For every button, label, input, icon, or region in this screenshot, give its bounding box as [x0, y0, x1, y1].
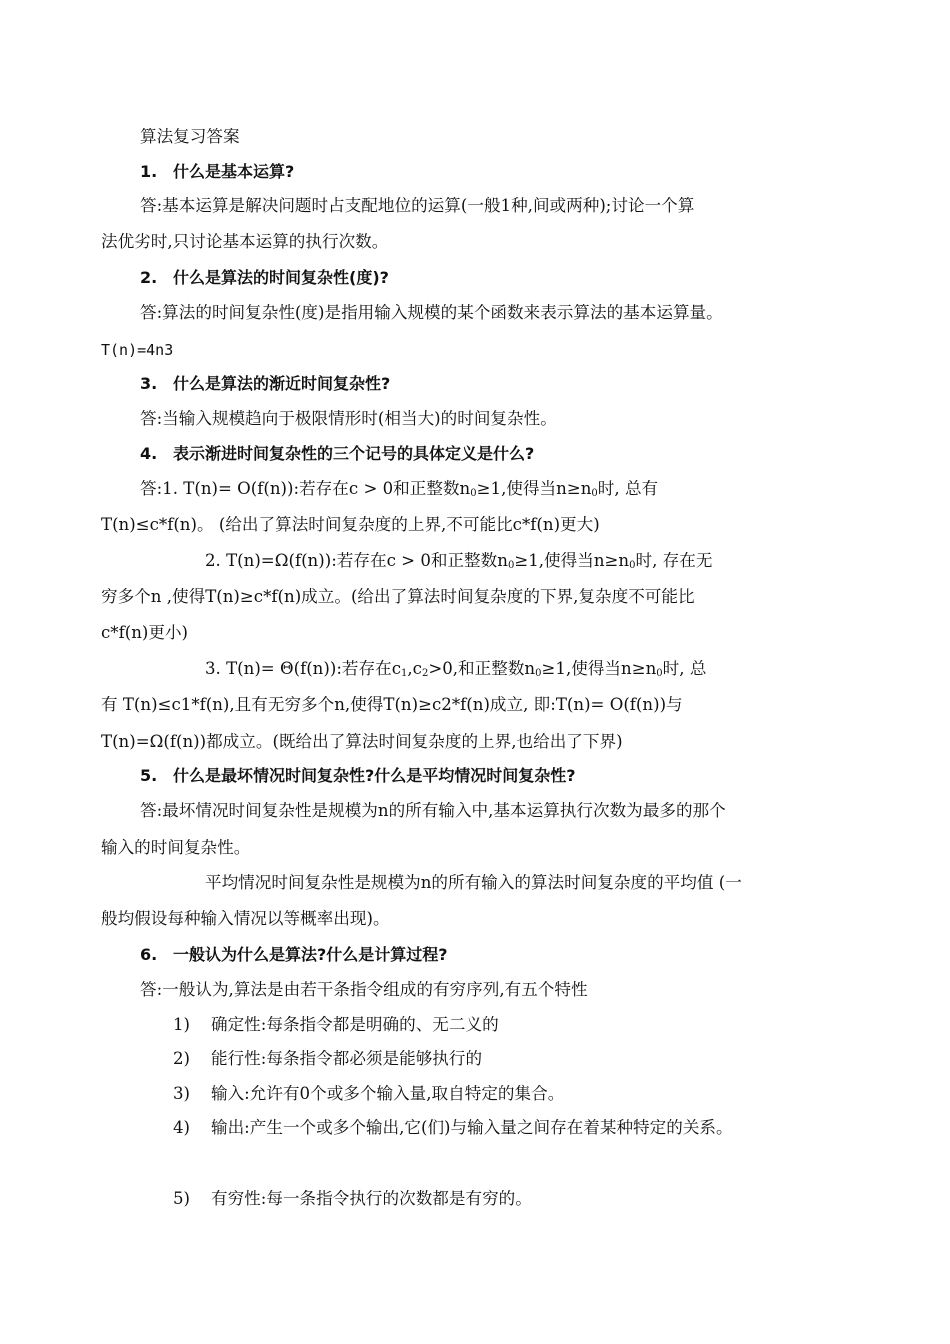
list-item-text: 确定性:每条指令都是明确的、无二义的	[211, 1015, 499, 1034]
list-item-number: 3)	[173, 1084, 191, 1103]
list-item-number: 1)	[173, 1015, 191, 1034]
answer-5-line-4: 般均假设每种输入情况以等概率出现)。	[101, 909, 390, 928]
doc-title: 算法复习答案	[140, 127, 240, 146]
list-item-number: 4)	[173, 1118, 191, 1137]
answer-5-line-2: 输入的时间复杂性。	[101, 838, 251, 857]
definition-text: 2. T(n)=Ω(f(n)):若存在c > 0和正整数n	[205, 551, 508, 570]
list-item-text: 输出:产生一个或多个输出,它(们)与输入量之间存在着某种特定的关系。	[211, 1118, 733, 1137]
list-item-text: 能行性:每条指令都必须是能够执行的	[211, 1049, 483, 1068]
subscript: 0	[656, 668, 663, 679]
definition-text: 答:1. T(n)= O(f(n)):若存在c > 0和正整数n	[140, 479, 471, 498]
question-number: 6.	[140, 945, 158, 964]
list-item	[173, 1048, 482, 1070]
question-1	[140, 161, 294, 183]
question-number: 4.	[140, 444, 158, 463]
question-text: 什么是算法的时间复杂性(度)?	[173, 268, 389, 287]
list-item-text: 输入:允许有0个或多个输入量,取自特定的集合。	[211, 1084, 565, 1103]
answer-3-line-1: 答:当输入规模趋向于极限情形时(相当大)的时间复杂性。	[140, 409, 557, 428]
definition-text: 时, 存在无	[635, 551, 713, 570]
answer-5-line-3: 平均情况时间复杂性是规模为n的所有输入的算法时间复杂度的平均值 (一	[205, 873, 742, 892]
definition-text: 时, 总有	[597, 479, 659, 498]
list-item-number: 5)	[173, 1189, 191, 1208]
question-number: 2.	[140, 268, 158, 287]
list-item	[173, 1014, 499, 1036]
definition-2-line-2: 穷多个n ,使得T(n)≥c*f(n)成立。(给出了算法时间复杂度的下界,复杂度不可能比	[101, 587, 695, 606]
subscript: 2	[421, 668, 429, 679]
question-number: 1.	[140, 162, 158, 181]
definition-1-line-2: T(n)≤c*f(n)。 (给出了算法时间复杂度的上界,不可能比c*f(n)更大)	[101, 515, 600, 534]
question-3	[140, 373, 390, 395]
list-item	[173, 1083, 564, 1105]
question-text: 什么是最坏情况时间复杂性?什么是平均情况时间复杂性?	[173, 766, 576, 785]
question-text: 一般认为什么是算法?什么是计算过程?	[173, 945, 448, 964]
question-4	[140, 443, 534, 465]
answer-2-line-1: 答:算法的时间复杂性(度)是指用输入规模的某个函数来表示算法的基本运算量。	[140, 303, 723, 322]
question-text: 表示渐进时间复杂性的三个记号的具体定义是什么?	[173, 444, 535, 463]
question-2	[140, 267, 389, 289]
definition-2-line-1	[205, 550, 712, 572]
list-item-text: 有穷性:每一条指令执行的次数都是有穷的。	[211, 1189, 532, 1208]
subscript: 1	[400, 668, 408, 679]
question-text: 什么是基本运算?	[173, 162, 295, 181]
definition-text: 时, 总	[662, 659, 707, 678]
subscript: 0	[470, 488, 477, 499]
subscript: 0	[507, 560, 515, 571]
definition-text: ,c	[407, 659, 422, 678]
question-number: 5.	[140, 766, 158, 785]
list-item-number: 2)	[173, 1049, 191, 1068]
subscript: 0	[591, 488, 598, 499]
definition-3-line-3: T(n)=Ω(f(n))都成立。(既给出了算法时间复杂度的上界,也给出了下界)	[101, 732, 623, 751]
definition-text: ≥1,使得当n≥n	[514, 551, 630, 570]
definition-text: ≥1,使得当n≥n	[541, 659, 657, 678]
subscript: 0	[535, 668, 542, 679]
definition-text: 3. T(n)= Θ(f(n)):若存在c	[205, 659, 401, 678]
subscript: 0	[629, 560, 636, 571]
question-number: 3.	[140, 374, 158, 393]
list-item	[173, 1117, 733, 1139]
definition-2-line-3: c*f(n)更小)	[101, 623, 189, 642]
answer-6-line-1: 答:一般认为,算法是由若干条指令组成的有穷序列,有五个特性	[140, 980, 588, 999]
answer-1-line-2: 法优劣时,只讨论基本运算的执行次数。	[101, 232, 389, 251]
definition-3-line-1	[205, 658, 706, 680]
answer-5-line-1: 答:最坏情况时间复杂性是规模为n的所有输入中,基本运算执行次数为最多的那个	[140, 801, 726, 820]
definition-1-line-1	[140, 478, 658, 500]
answer-2-formula: T(n)=4n3	[101, 341, 174, 359]
question-text: 什么是算法的渐近时间复杂性?	[173, 374, 391, 393]
question-5	[140, 765, 576, 787]
answer-1-line-1: 答:基本运算是解决问题时占支配地位的运算(一般1种,间或两种);讨论一个算	[140, 196, 695, 215]
definition-text: ≥1,使得当n≥n	[476, 479, 592, 498]
list-item	[173, 1188, 532, 1210]
question-6	[140, 944, 448, 966]
definition-text: >0,和正整数n	[428, 659, 536, 678]
definition-3-line-2: 有 T(n)≤c1*f(n),且有无穷多个n,使得T(n)≥c2*f(n)成立, 即:T(n)= O(f(n))与	[101, 695, 683, 714]
